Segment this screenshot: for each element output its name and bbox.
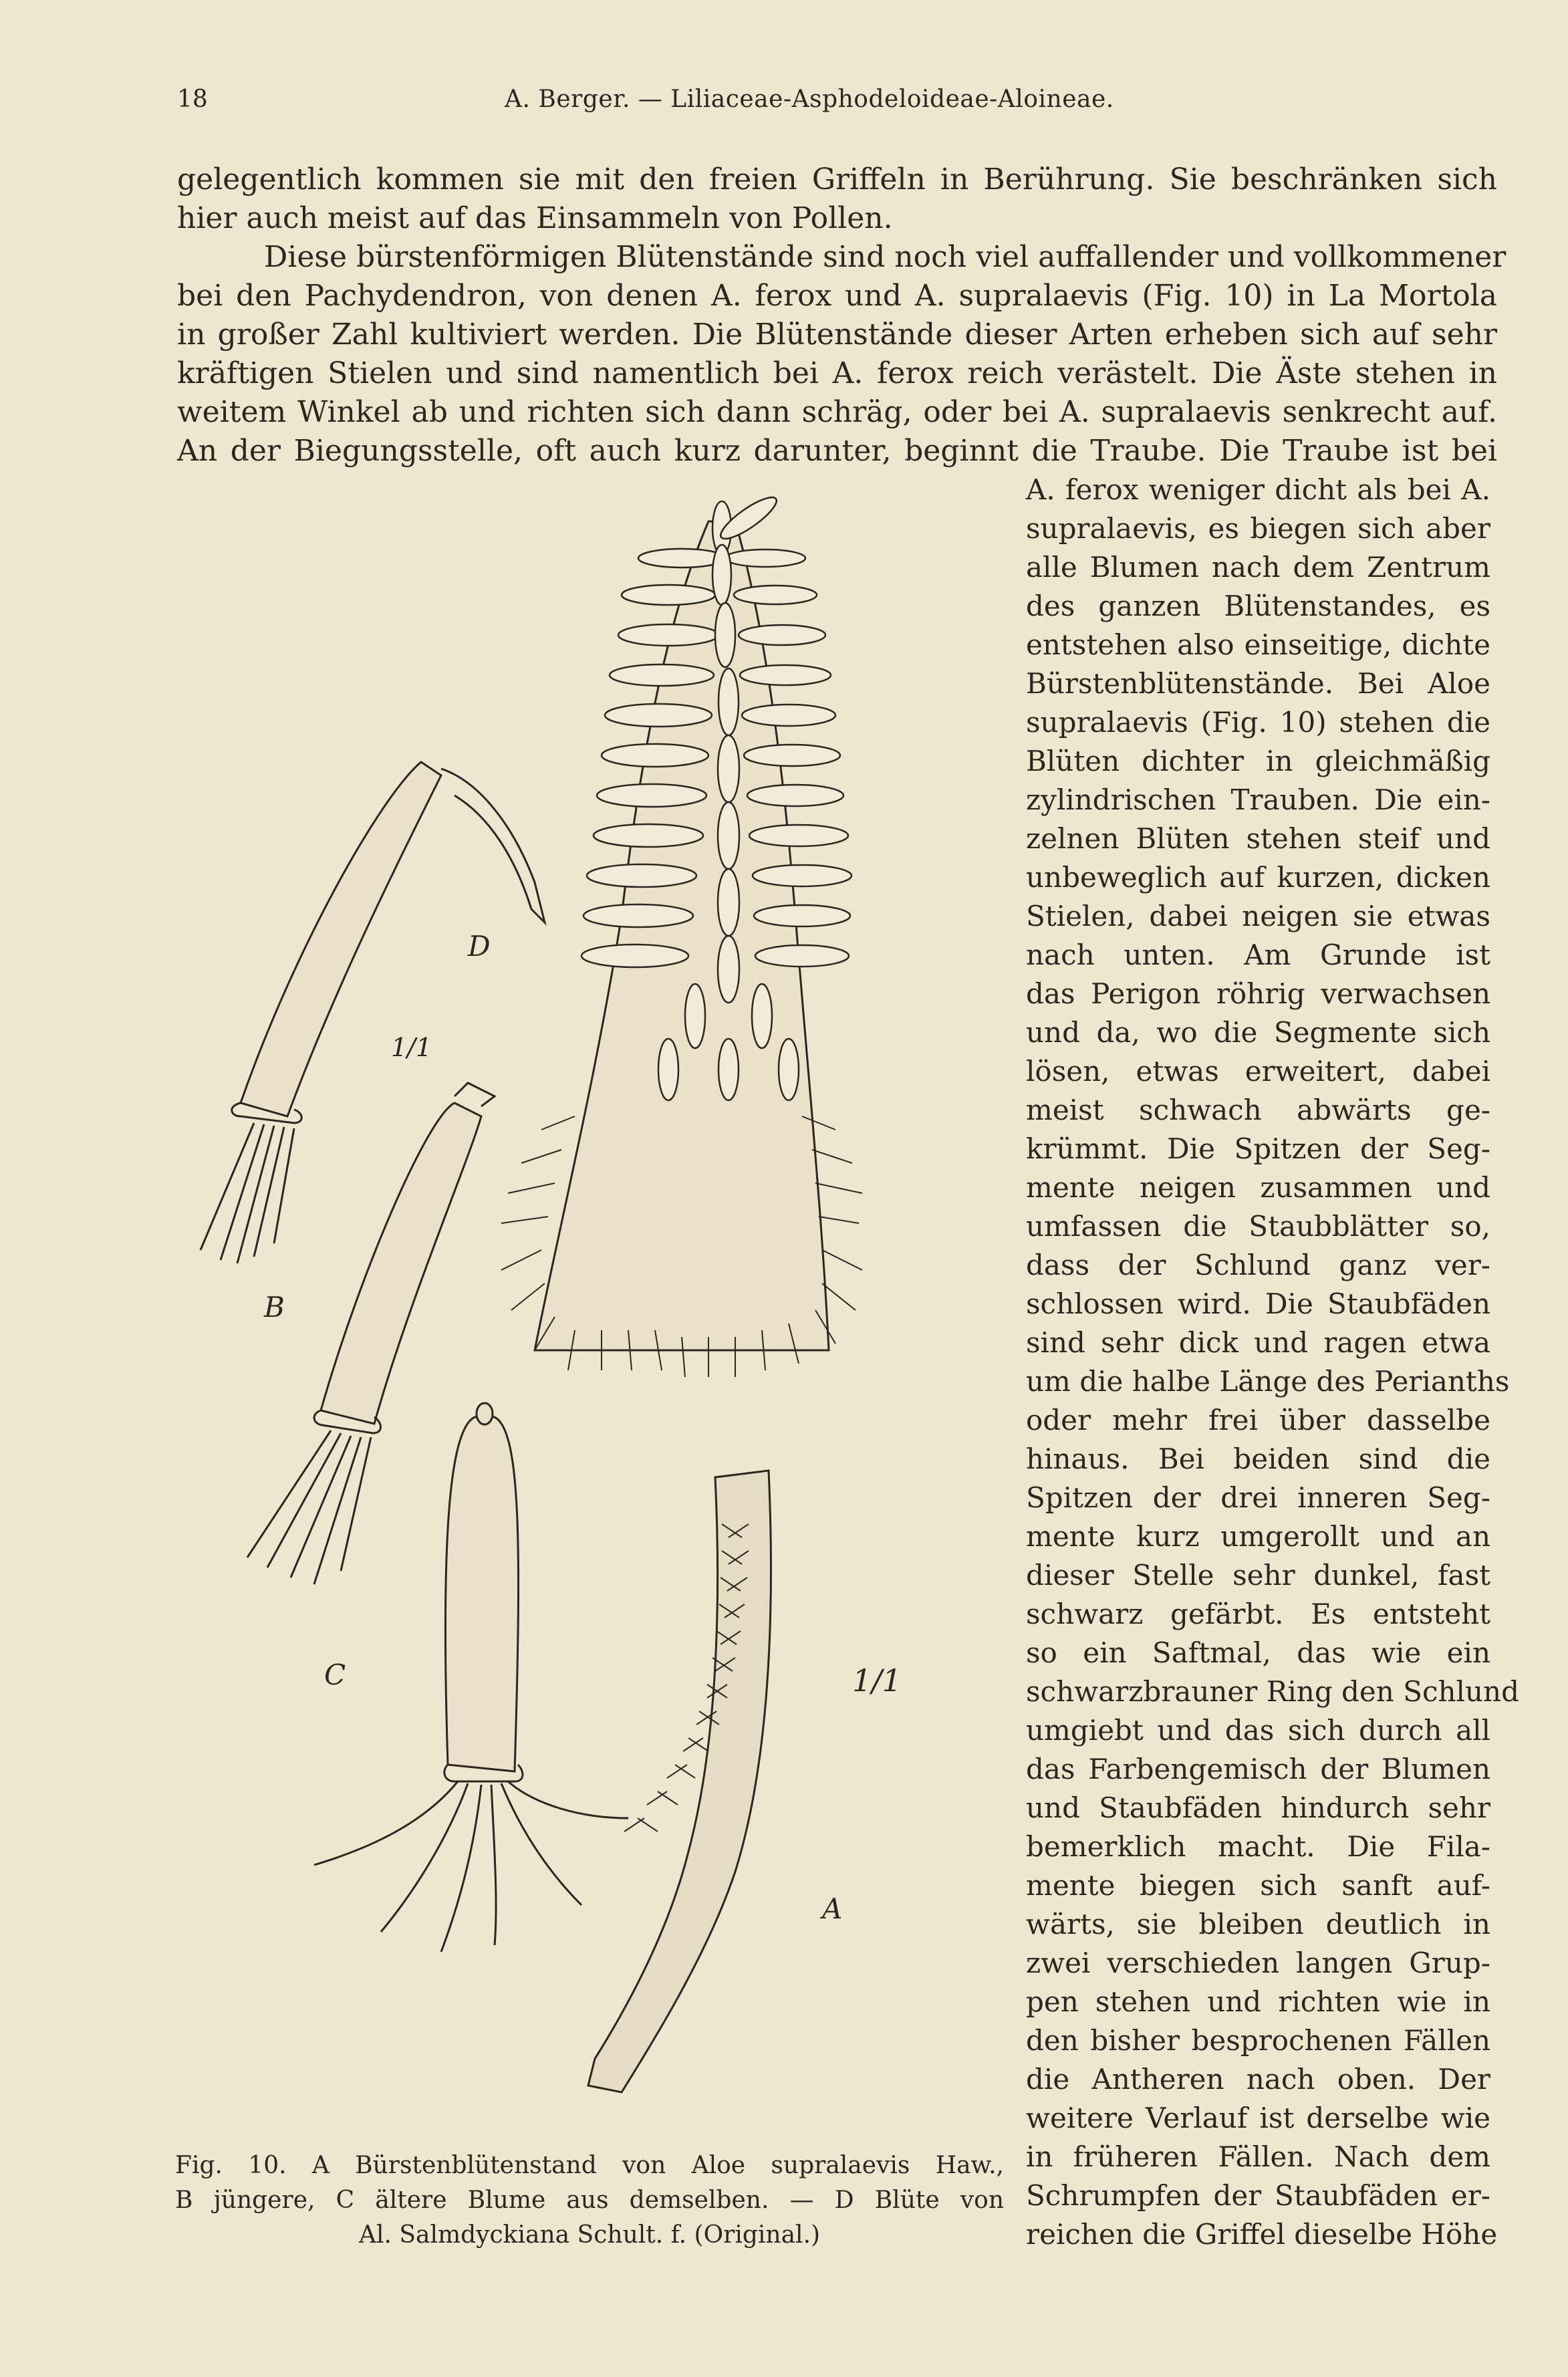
column-line: schlossen wird. Die Staubfäden [1026, 1287, 1490, 1320]
page-header [177, 86, 1497, 126]
column-line: entstehen also einseitige, dichte [1026, 628, 1490, 661]
running-title: A. Berger. — Liliaceae-Asphodeloideae-Aloineae. [505, 86, 1114, 113]
column-line: des ganzen Blütenstandes, es [1026, 590, 1490, 622]
caption-line: Al. Salmdyckiana Schult. f. (Original.) [358, 2221, 821, 2249]
label-a: A [822, 1892, 843, 1925]
column-line: supralaevis, es biegen sich aber [1026, 512, 1490, 545]
column-line: zelnen Blüten stehen steif und [1026, 822, 1490, 855]
column-line: Spitzen der drei inneren Seg- [1026, 1481, 1490, 1514]
column-line: zylindrischen Trauben. Die ein- [1026, 783, 1490, 816]
column-line: zwei verschieden langen Grup- [1026, 1947, 1490, 1979]
text-line: hier auch meist auf das Einsammeln von Pollen. [177, 201, 893, 235]
column-line: supralaevis (Fig. 10) stehen die [1026, 706, 1490, 739]
column-line: hinaus. Bei beiden sind die [1026, 1443, 1490, 1475]
column-line: schwarz gefärbt. Es entsteht [1026, 1598, 1490, 1630]
column-line: in früheren Fällen. Nach dem [1026, 2140, 1490, 2173]
column-line: umfassen die Staubblätter so, [1026, 1210, 1490, 1243]
page-number: 18 [177, 86, 208, 113]
label-b: B [264, 1291, 285, 1324]
column-line: schwarzbrauner Ring den Schlund [1026, 1675, 1519, 1708]
column-line: umgiebt und das sich durch all [1026, 1714, 1490, 1747]
column-line: mente neigen zusammen und [1026, 1171, 1490, 1204]
column-line: sind sehr dick und ragen etwa [1026, 1326, 1490, 1359]
scale-label-small: 1/1 [391, 1033, 432, 1062]
flower-d [201, 762, 545, 1263]
botanical-figure [160, 481, 1016, 2146]
inflorescence-stalk [588, 1471, 771, 2092]
column-line: oder mehr frei über dasselbe [1026, 1404, 1490, 1436]
column-line: lösen, etwas erweitert, dabei [1026, 1055, 1490, 1088]
column-line: den bisher besprochenen Fällen [1026, 2024, 1490, 2057]
column-line: mente biegen sich sanft auf- [1026, 1869, 1490, 1902]
text-line: bei den Pachydendron, von denen A. ferox und A. supralaevis (Fig. 10) in La Mortola [177, 279, 1497, 313]
column-line: alle Blumen nach dem Zentrum [1026, 551, 1490, 584]
column-line: dieser Stelle sehr dunkel, fast [1026, 1559, 1490, 1592]
column-line: Stielen, dabei neigen sie etwas [1026, 900, 1490, 932]
column-line: so ein Saftmal, das wie ein [1026, 1636, 1490, 1669]
column-line: mente kurz umgerollt und an [1026, 1520, 1490, 1553]
label-d: D [468, 930, 491, 963]
column-line: meist schwach abwärts ge- [1026, 1094, 1490, 1126]
scale-label-main: 1/1 [852, 1662, 902, 1699]
caption-line: B jüngere, C ältere Blume aus demselben. — D Blüte von [175, 2186, 1004, 2214]
column-line: um die halbe Länge des Perianths [1026, 1365, 1510, 1398]
column-line: reichen die Griffel dieselbe Höhe [1026, 2218, 1498, 2251]
column-line: das Farbengemisch der Blumen [1026, 1753, 1490, 1785]
caption-line: Fig. 10. A Bürstenblütenstand von Aloe supralaevis Haw., [175, 2152, 1004, 2179]
column-line: Schrumpfen der Staubfäden er- [1026, 2179, 1490, 2212]
column-line: dass der Schlund ganz ver- [1026, 1249, 1490, 1281]
label-c: C [324, 1658, 346, 1691]
column-line: wärts, sie bleiben deutlich in [1026, 1908, 1490, 1941]
text-line: An der Biegungsstelle, oft auch kurz darunter, beginnt die Traube. Die Traube ist bei [177, 434, 1497, 468]
text-line: gelegentlich kommen sie mit den freien Griffeln in Berührung. Sie beschränken sich [177, 162, 1497, 197]
column-line: und Staubfäden hindurch sehr [1026, 1791, 1490, 1824]
column-line: Bürstenblütenstände. Bei Aloe [1026, 667, 1490, 700]
column-line: pen stehen und richten wie in [1026, 1985, 1490, 2018]
column-line: weitere Verlauf ist derselbe wie [1026, 2102, 1490, 2134]
column-line: unbeweglich auf kurzen, dicken [1026, 861, 1490, 894]
flower-c [314, 1403, 628, 1952]
column-line: Blüten dichter in gleichmäßig [1026, 745, 1490, 777]
column-line: und da, wo die Segmente sich [1026, 1016, 1490, 1049]
column-line: das Perigon röhrig verwachsen [1026, 977, 1490, 1010]
figure-drawing [160, 481, 1016, 2146]
column-line: A. ferox weniger dicht als bei A. [1026, 473, 1490, 506]
text-line: Diese bürstenförmigen Blütenstände sind noch viel auffallender und vollkommener [264, 240, 1507, 274]
column-line: die Antheren nach oben. Der [1026, 2063, 1490, 2096]
inflorescence-raceme [501, 491, 862, 1377]
column-line: krümmt. Die Spitzen der Seg- [1026, 1132, 1490, 1165]
text-line: kräftigen Stielen und sind namentlich bei A. ferox reich verästelt. Die Äste stehen in [177, 356, 1497, 390]
text-line: weitem Winkel ab und richten sich dann schräg, oder bei A. supralaevis senkrecht auf. [177, 395, 1497, 429]
text-line: in großer Zahl kultiviert werden. Die Blütenstände dieser Arten erheben sich auf sehr [177, 318, 1497, 352]
column-line: bemerklich macht. Die Fila- [1026, 1830, 1490, 1863]
column-line: nach unten. Am Grunde ist [1026, 939, 1490, 971]
